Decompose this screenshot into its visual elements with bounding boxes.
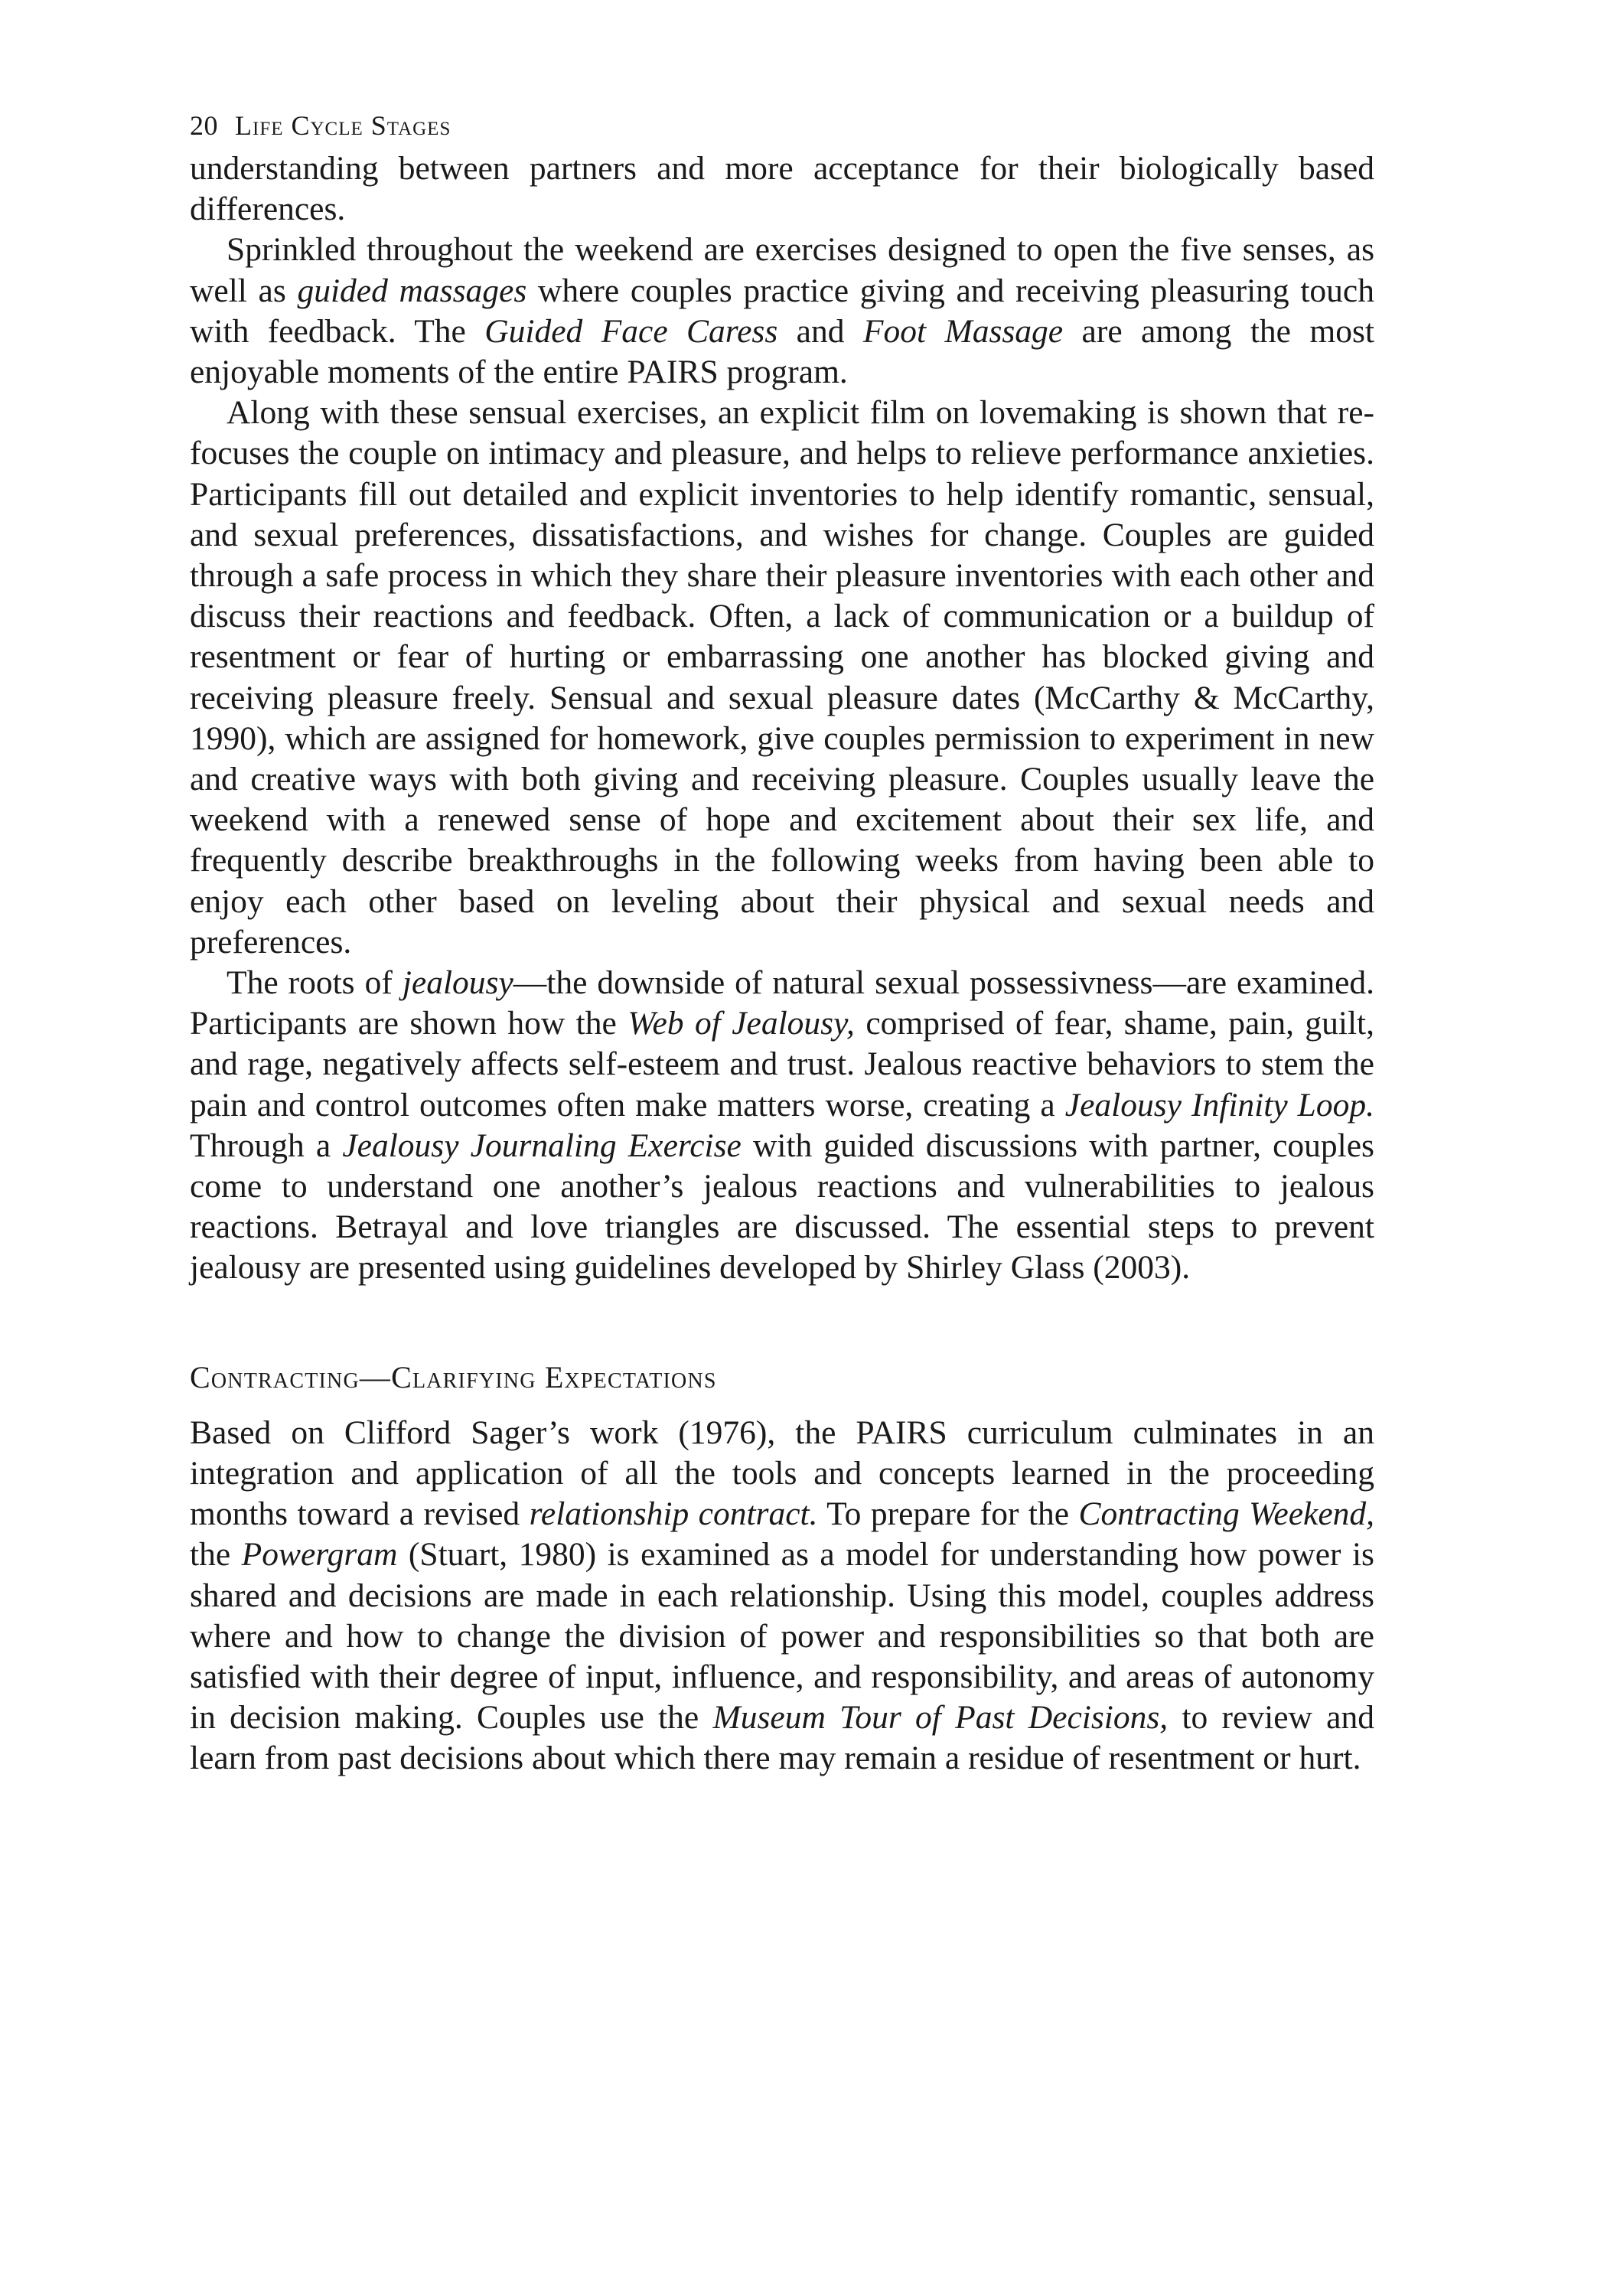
body-paragraph — [190, 963, 1374, 1289]
page-number: 20 — [190, 110, 218, 141]
italic-text-segment: Powergram — [241, 1536, 398, 1574]
italic-text-segment: Jealousy Infinity Loop. — [1064, 1086, 1374, 1124]
text-segment: where couples practice giving and receiving pleasuring touch with feedback. The — [190, 272, 1374, 350]
italic-text-segment: Web of Jealousy, — [627, 1005, 855, 1042]
text-segment: to review and learn from past decisions about which there may remain a residue of resentment or hurt. — [190, 1699, 1374, 1777]
running-head-title: Life Cycle Stages — [235, 110, 451, 141]
text-segment: The roots of — [227, 964, 403, 1002]
italic-text-segment: guided massages — [297, 272, 527, 309]
text-segment: To prepare for the — [817, 1495, 1079, 1533]
section-paragraph — [190, 1413, 1374, 1779]
italic-text-segment: Jealousy Journaling Exercise — [342, 1127, 742, 1164]
text-segment: understanding between partners and more acceptance for their biologically based differences. — [190, 150, 1374, 228]
italic-text-segment: jealousy — [402, 964, 513, 1002]
text-segment: and — [777, 312, 863, 350]
italic-text-segment: Contracting Weekend, — [1078, 1495, 1374, 1533]
text-segment: the — [190, 1536, 242, 1574]
italic-text-segment: Museum Tour of Past Decisions, — [712, 1699, 1169, 1737]
body-paragraph — [190, 393, 1374, 963]
body-paragraph — [190, 148, 1374, 230]
text-segment: —the downside of natural sexual possessivness—are examined. Participants are shown how the — [190, 964, 1375, 1042]
italic-text-segment: Foot Massage — [862, 312, 1064, 350]
text-segment: (Stuart, 1980) is examined as a model for understanding how power is shared and decisions are made in each relationship. Using this model, couples address where and how to change the division of power and responsibilities so that both are satisfied with their degree of input, influence, and responsibility, and areas of autonomy in decision making. Couples use the — [190, 1536, 1374, 1737]
text-segment: Sprinkled throughout the weekend are exercises designed to open the five senses, as well as — [190, 231, 1374, 309]
text-segment: Along with these sensual exercises, an explicit film on lovemaking is shown that re-focuses the couple on intimacy and pleasure, and helps to relieve performance anxieties. Participants fill out detailed and explicit inventories to help identify romantic, sensual, and sexual preferences, dissatisfactions, and wishes for change. Couples are guided through a safe process in which they share their pleasure inventories with each other and discuss their reactions and feedback. Often, a lack of communication or a buildup of resentment or fear of hurting or embarrassing one another has blocked giving and receiving pleasure freely. Sensual and sexual pleasure dates (McCarthy & McCarthy, 1990), which are assigned for homework, give couples permission to experiment in new and creative ways with both giving and receiving pleasure. Couples usually leave the weekend with a renewed sense of hope and excitement about their sex life, and frequently describe breakthroughs in the following weeks from having been able to enjoy each other based on leveling about their physical and sexual needs and preferences. — [190, 394, 1374, 960]
text-segment: Through a — [190, 1127, 343, 1164]
text-segment: are among the most enjoyable moments of the entire PAIRS program. — [190, 312, 1374, 391]
book-page — [190, 107, 1374, 1779]
text-segment: comprised of fear, shame, pain, guilt, and rage, negatively affects self-esteem and trust. Jealous reactive behaviors to stem the pain and control outcomes often make matters worse, creating a — [190, 1005, 1375, 1124]
body-paragraph — [190, 230, 1374, 393]
paragraph-list — [190, 148, 1374, 1289]
body-text — [190, 148, 1374, 1779]
italic-text-segment: relationship contract. — [529, 1495, 818, 1533]
italic-text-segment: Guided Face Caress — [484, 312, 778, 350]
text-segment: with guided discussions with partner, couples come to understand one another’s jealous reactions and vulnerabilities to jealous reactions. Betrayal and love triangles are discussed. The essential steps to prevent jealousy are presented using guidelines developed by Shirley Glass (2003). — [190, 1127, 1374, 1287]
section-heading: Contracting—Clarifying Expectations — [190, 1359, 717, 1394]
text-segment: Based on Clifford Sager’s work (1976), the PAIRS curriculum culminates in an integration and application of all the tools and concepts learned in the proceeding months toward a revised — [190, 1414, 1374, 1533]
running-head — [190, 107, 1374, 144]
